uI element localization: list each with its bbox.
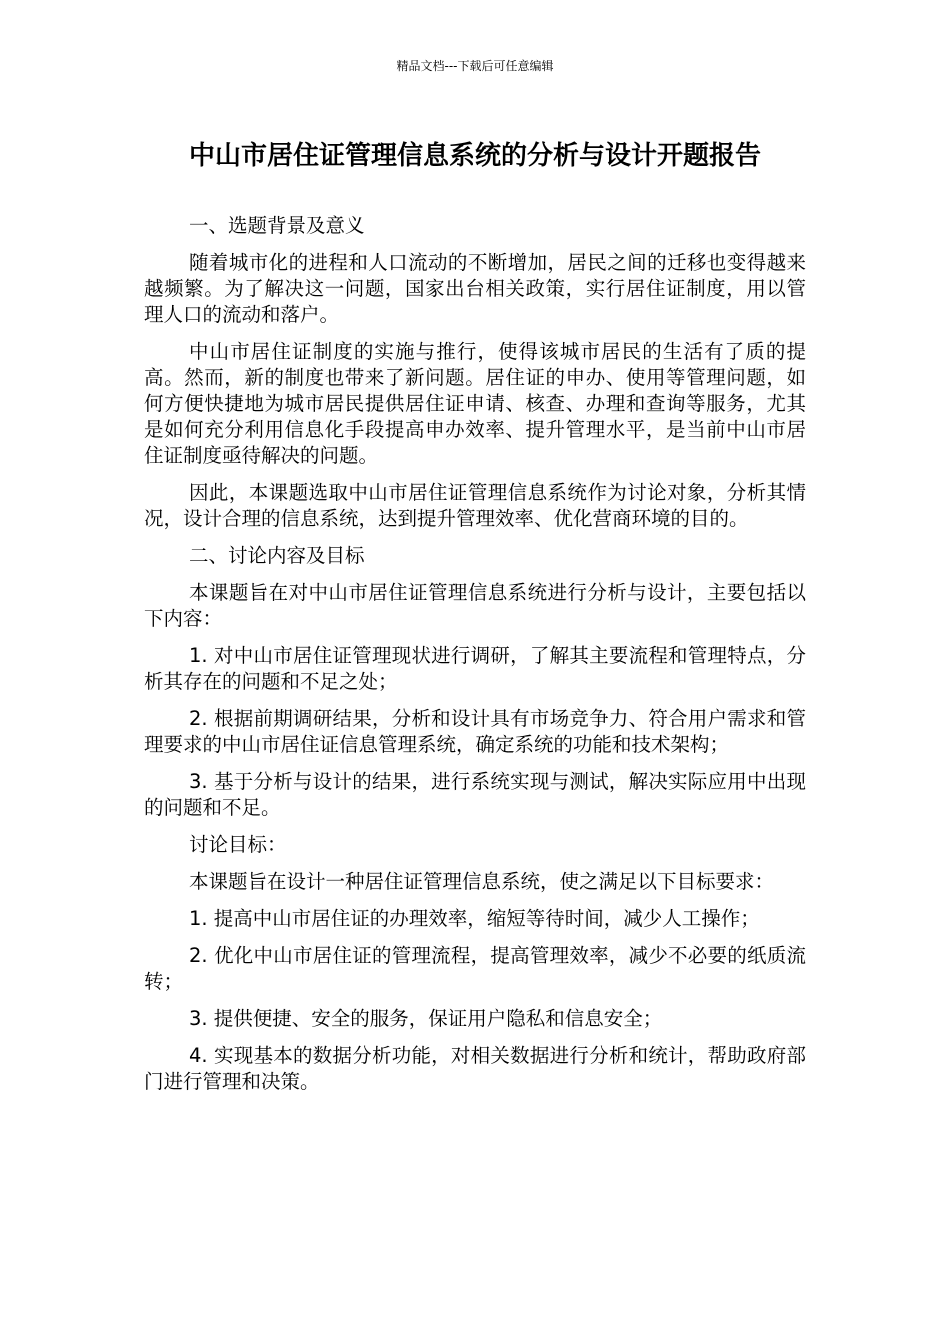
section-1-paragraph-1: 随着城市化的进程和人口流动的不断增加，居民之间的迁移也变得越来越频繁。为了解决这一问题，国家出台相关政策，实行居住证制度，用以管理人口的流动和落户。	[144, 251, 806, 326]
document-title: 中山市居住证管理信息系统的分析与设计开题报告	[188, 141, 761, 171]
section-2-heading: 二、讨论内容及目标	[189, 544, 365, 567]
document-body	[144, 213, 806, 1106]
goal-item-2: 2. 优化中山市居住证的管理流程，提高管理效率，减少不必要的纸质流转；	[144, 944, 806, 993]
section-1-paragraph-2: 中山市居住证制度的实施与推行，使得该城市居民的生活有了质的提高。然而，新的制度也带来了新问题。居住证的申办、使用等管理问题，如何方便快捷地为城市居民提供居住证申请、核查、办理和查询等服务，尤其是如何充分利用信息化手段提高申办效率、提升管理水平，是当前中山市居住证制度亟待解决的问题。	[144, 340, 806, 467]
goal-item-3: 3. 提供便捷、安全的服务，保证用户隐私和信息安全；	[189, 1007, 663, 1030]
goals-heading: 讨论目标：	[189, 833, 287, 856]
section-2-item-2: 2. 根据前期调研结果，分析和设计具有市场竞争力、符合用户需求和管理要求的中山市居住证信息管理系统，确定系统的功能和技术架构；	[144, 707, 806, 756]
section-2-intro: 本课题旨在对中山市居住证管理信息系统进行分析与设计，主要包括以下内容：	[144, 581, 806, 630]
section-1-heading: 一、选题背景及意义	[189, 214, 365, 237]
goals-intro: 本课题旨在设计一种居住证管理信息系统，使之满足以下目标要求：	[189, 870, 775, 893]
section-2-item-3: 3. 基于分析与设计的结果，进行系统实现与测试，解决实际应用中出现的问题和不足。	[144, 770, 806, 819]
section-1-paragraph-3: 因此，本课题选取中山市居住证管理信息系统作为讨论对象，分析其情况，设计合理的信息系统，达到提升管理效率、优化营商环境的目的。	[144, 481, 806, 530]
goal-item-4: 4. 实现基本的数据分析功能，对相关数据进行分析和统计，帮助政府部门进行管理和决策。	[144, 1044, 806, 1093]
goal-item-1: 1. 提高中山市居住证的办理效率，缩短等待时间，减少人工操作；	[189, 907, 760, 930]
section-2-item-1: 1. 对中山市居住证管理现状进行调研，了解其主要流程和管理特点，分析其存在的问题和不足之处；	[144, 644, 806, 693]
header-note: 精品文档---下载后可任意编辑	[396, 59, 554, 73]
